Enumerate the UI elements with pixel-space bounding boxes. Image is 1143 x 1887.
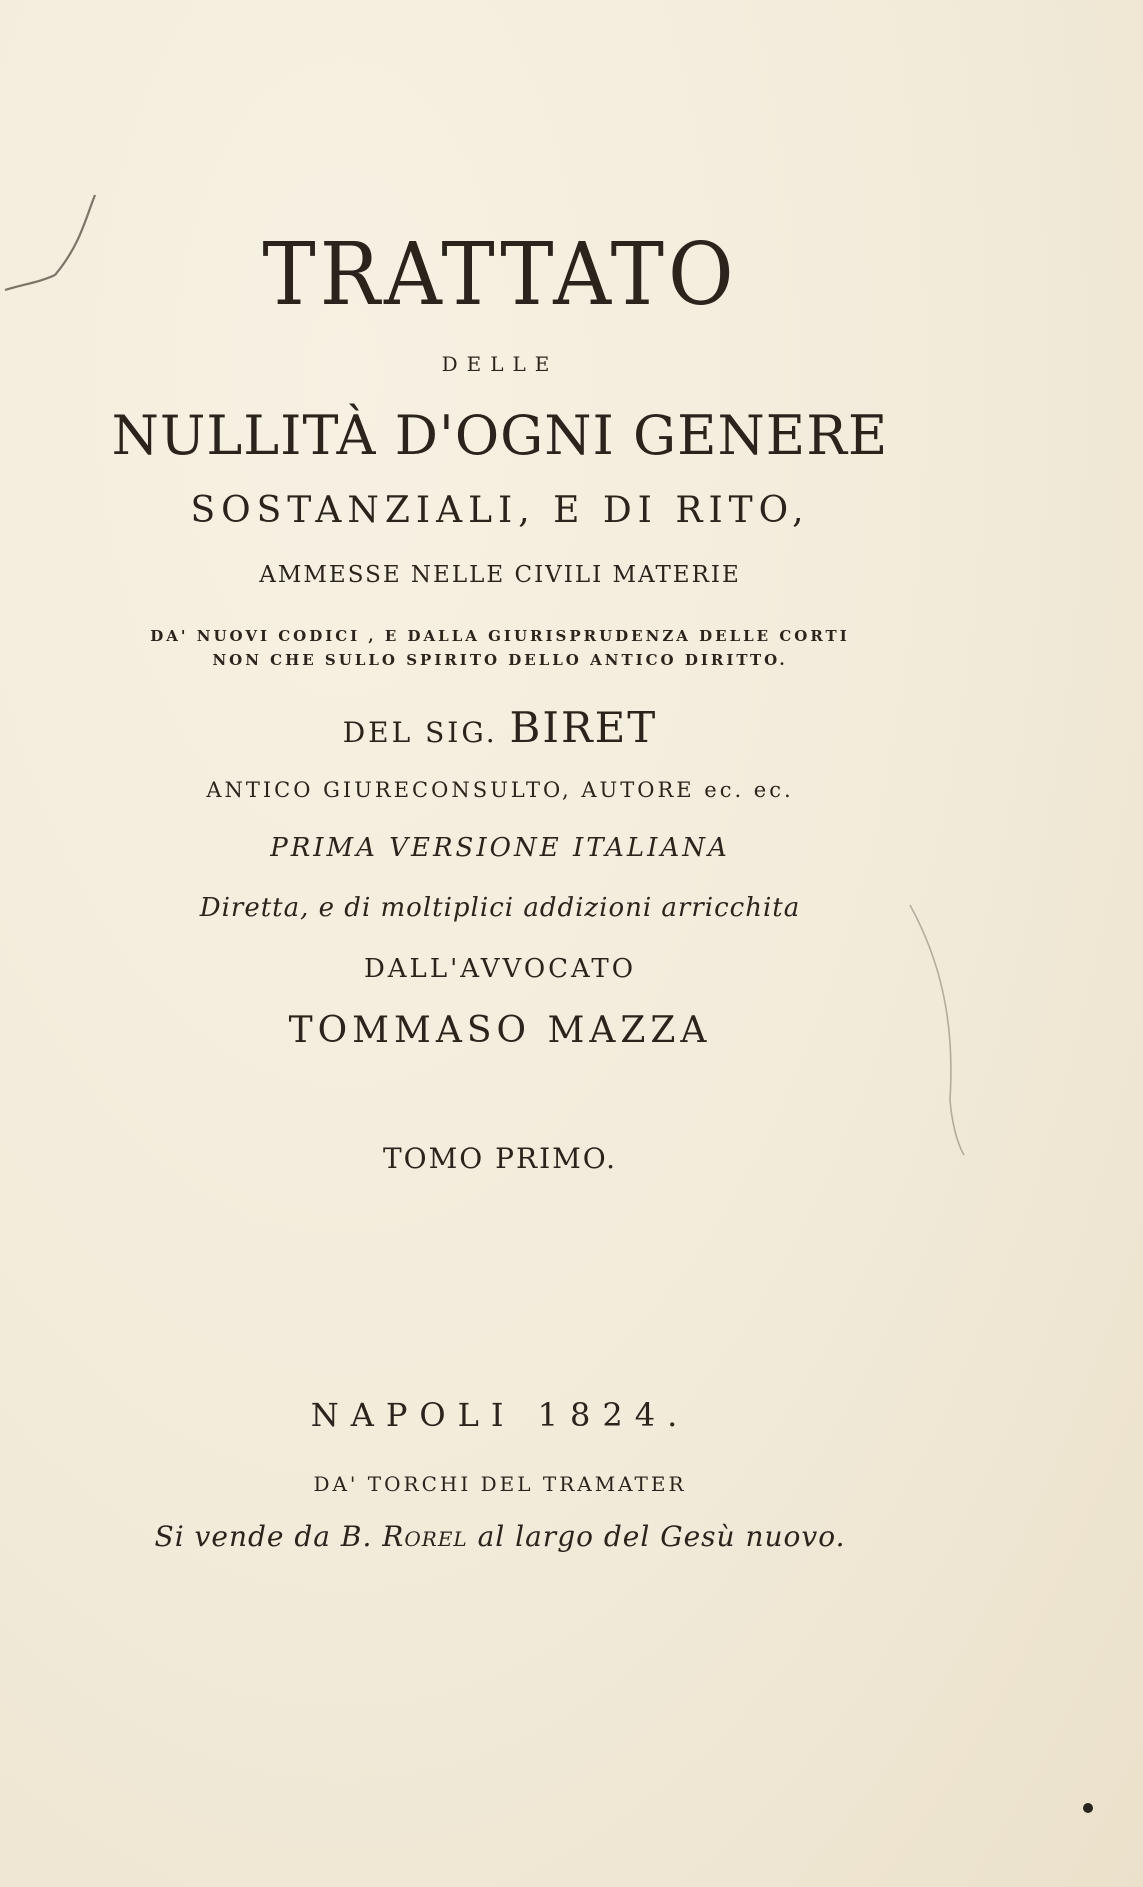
subject-types: SOSTANZIALI, E DI RITO, bbox=[190, 490, 810, 531]
ink-dot bbox=[1080, 1800, 1096, 1816]
imprint-place: NAPOLI 1824. bbox=[310, 1396, 690, 1434]
subject-heading: NULLITÀ D'OGNI GENERE bbox=[111, 404, 889, 467]
edition-line: PRIMA VERSIONE ITALIANA bbox=[270, 833, 730, 863]
author-prefix: DEL SIG. bbox=[342, 716, 498, 749]
sources-line-1: DA' NUOVI CODICI , E DALLA GIURISPRUDENZA DELLE CORTI bbox=[150, 627, 850, 645]
book-title: TRATTATO bbox=[262, 224, 738, 325]
author-name: BIRET bbox=[509, 703, 658, 752]
imprint-printer: DA' TORCHI DEL TRAMATER bbox=[313, 1472, 687, 1496]
edition-description: Diretta, e di moltiplici addizioni arricchita bbox=[199, 893, 801, 923]
imprint-sale-pre: Si vende da B. bbox=[154, 1520, 373, 1553]
translator-name: TOMMASO MAZZA bbox=[288, 1010, 712, 1051]
author-line bbox=[0, 703, 1000, 752]
imprint-sale-post: al largo del Gesù nuovo. bbox=[477, 1520, 846, 1553]
imprint-sale-name: Rorel bbox=[382, 1520, 468, 1553]
imprint-sale bbox=[0, 1520, 1000, 1553]
translator-prefix: DALL'AVVOCATO bbox=[363, 954, 637, 984]
sources-line-2: NON CHE SULLO SPIRITO DELLO ANTICO DIRITTO. bbox=[212, 651, 788, 669]
volume-label: TOMO PRIMO. bbox=[382, 1142, 618, 1175]
subject-scope: AMMESSE NELLE CIVILI MATERIE bbox=[259, 562, 741, 588]
author-description: ANTICO GIURECONSULTO, AUTORE ec. ec. bbox=[206, 778, 794, 802]
title-connector: DELLE bbox=[441, 352, 559, 376]
